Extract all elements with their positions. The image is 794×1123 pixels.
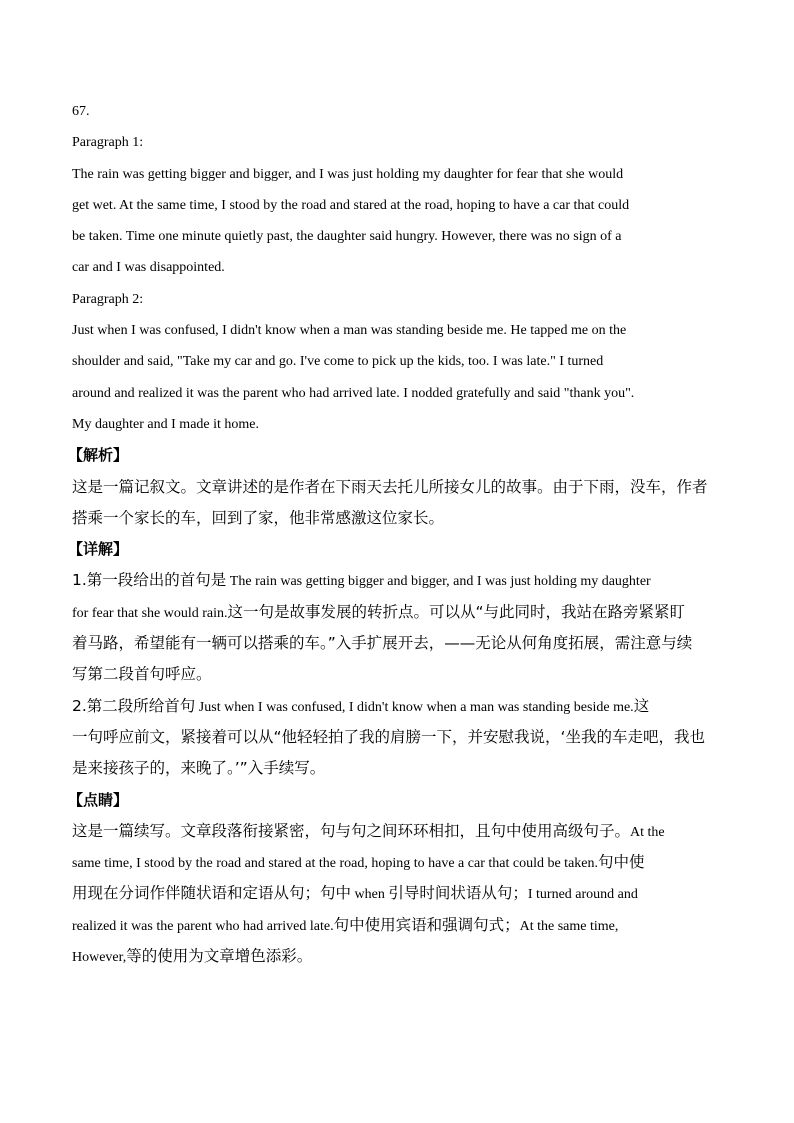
paragraph1-line: be taken. Time one minute quietly past, the daughter said hungry. However, there was no sign of a — [72, 229, 622, 245]
paragraph1-line: car and I was disappointed. — [72, 260, 225, 276]
detail-item2-line: 是来接孩子的，来晚了。’”入手续写。 — [72, 759, 326, 778]
paragraph1-line: get wet. At the same time, I stood by the road and stared at the road, hoping to have a car that could — [72, 197, 630, 213]
analysis-line: 这是一篇记叙文。文章讲述的是作者在下雨天去托儿所接女儿的故事。由于下雨，没车，作者 — [72, 477, 708, 496]
paragraph1-line: The rain was getting bigger and bigger, and I was just holding my daughter for fear that she would — [72, 166, 624, 182]
paragraph2-label: Paragraph 2: — [72, 291, 144, 307]
highlight-quote: when — [351, 887, 389, 903]
detail-item1-quote: The rain was getting bigger and bigger, and I was just holding my daughter — [226, 574, 651, 590]
highlight-text: 等的使用为文章增色添彩。 — [126, 947, 313, 966]
detail-item2-line — [72, 691, 724, 722]
paragraph2-line: around and realized it was the parent who had arrived late. I nodded gratefully and said "thank you". — [72, 385, 635, 401]
highlight-quote: I turned around and — [527, 887, 638, 903]
detail-item1-prefix: 1.第一段给出的首句是 — [72, 571, 227, 590]
paragraph2-line: Just when I was confused, I didn't know when a man was standing beside me. He tapped me on the — [72, 323, 627, 339]
detail-heading: 【详解】 — [68, 540, 129, 559]
paragraph1-label: Paragraph 1: — [72, 135, 144, 151]
detail-item2-prefix: 2.第二段所给首句 — [72, 696, 196, 715]
highlight-quote: At the — [630, 824, 665, 840]
detail-item2-quote: Just when I was confused, I didn't know when a man was standing beside me. — [195, 699, 634, 715]
detail-item1-quote-end: for fear that she would rain. — [72, 605, 228, 621]
highlight-quote: realized it was the parent who had arrived late. — [72, 918, 334, 934]
document-page — [68, 96, 724, 972]
highlight-line — [72, 910, 724, 941]
detail-item2-line: 一句呼应前文，紧接着可以从“他轻轻拍了我的肩膀一下，并安慰我说，‘坐我的车走吧，我也 — [72, 727, 705, 746]
detail-item1-line: 着马路，希望能有一辆可以搭乘的车。”入手扩展开去，——无论从何角度拓展，需注意与续 — [72, 634, 693, 653]
detail-item1-text: 这一句是故事发展的转折点。可以从“与此同时，我站在路旁紧紧盯 — [227, 602, 686, 621]
detail-item1-line — [72, 597, 724, 628]
detail-item1-line: 写第二段首句呼应。 — [72, 665, 212, 684]
highlight-text: 句中使用宾语和强调句式； — [333, 915, 520, 934]
highlight-text: 句中使 — [598, 853, 645, 872]
highlight-quote: same time, I stood by the road and stared at the road, hoping to have a car that could be taken. — [72, 856, 598, 872]
analysis-line: 搭乘一个家长的车，回到了家，他非常感激这位家长。 — [72, 508, 445, 527]
paragraph2-line: My daughter and I made it home. — [72, 416, 260, 432]
detail-item1-line — [72, 565, 724, 596]
highlight-line — [72, 847, 724, 878]
highlight-line — [72, 816, 724, 847]
highlight-line — [72, 878, 724, 909]
highlight-line — [72, 941, 724, 972]
highlight-heading: 【点睛】 — [68, 790, 129, 809]
highlight-text: 用现在分词作伴随状语和定语从句；句中 — [72, 884, 352, 903]
highlight-text: 引导时间状语从句； — [388, 884, 528, 903]
question-number: 67. — [72, 104, 90, 119]
detail-item2-suffix: 这 — [633, 696, 650, 715]
paragraph2-line: shoulder and said, "Take my car and go. I've come to pick up the kids, too. I was late." I turned — [72, 354, 604, 370]
analysis-heading: 【解析】 — [68, 446, 129, 465]
highlight-quote: However, — [72, 950, 127, 966]
highlight-text: 这是一篇续写。文章段落衔接紧密，句与句之间环环相扣，且句中使用高级句子。 — [72, 821, 631, 840]
highlight-quote: At the same time, — [519, 918, 619, 934]
